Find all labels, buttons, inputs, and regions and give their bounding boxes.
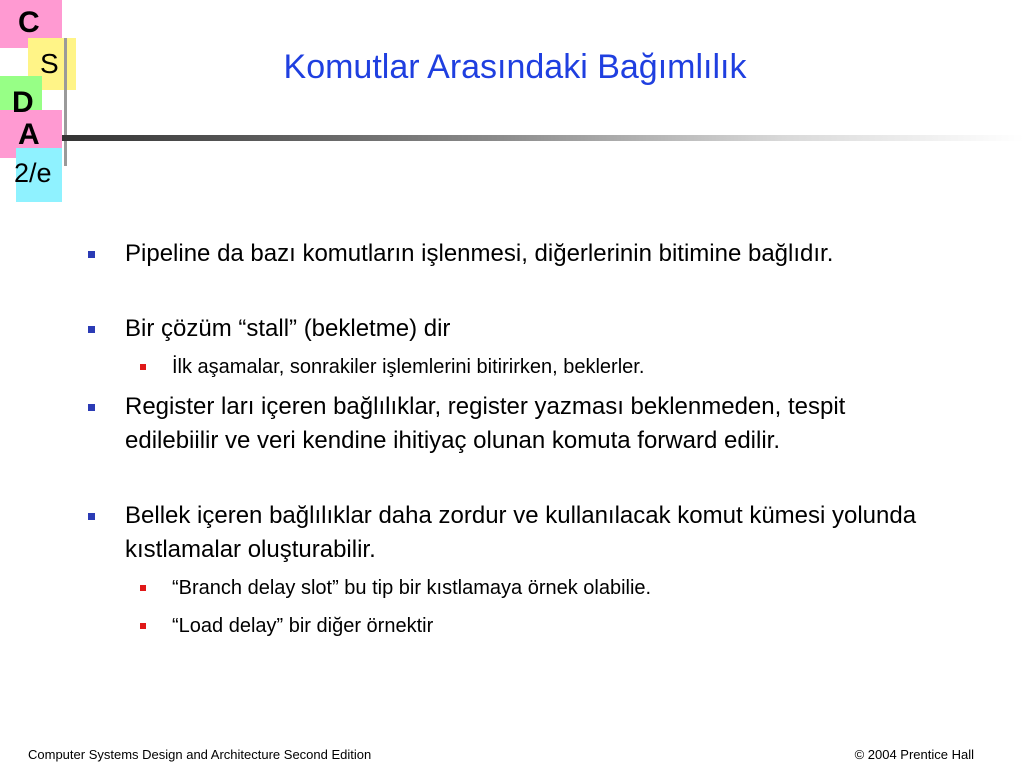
footer-copyright: © 2004 Prentice Hall [854, 747, 974, 762]
logo-letter-c: C [18, 6, 40, 39]
sub-bullet-item: “Load delay” bir diğer örnektir [172, 612, 932, 640]
sub-bullet-item: İlk aşamalar, sonrakiler işlemlerini bitirirken, beklerler. [172, 353, 932, 381]
logo-letter-s: S [40, 48, 59, 79]
footer-book-title: Computer Systems Design and Architecture Second Edition [28, 747, 372, 762]
bullet-item: Bir çözüm “stall” (bekletme) dir [125, 312, 925, 346]
logo-edition: 2/e [14, 158, 52, 188]
logo-letter-d: D [12, 86, 34, 119]
bullet-item: Pipeline da bazı komutların işlenmesi, diğerlerinin bitimine bağlıdır. [125, 237, 925, 271]
bullet-item: Register ları içeren bağlılıklar, register yazması beklenmeden, tespit edilebiilir ve veri kendine ihitiyaç olunan komuta forward edilir. [125, 390, 925, 458]
bullet-item: Bellek içeren bağlılıklar daha zordur ve kullanılacak komut kümesi yolunda kıstlamalar oluşturabilir. [125, 499, 925, 567]
logo-letter-a: A [18, 118, 40, 151]
slide-title: Komutlar Arasındaki Bağımlılık [283, 48, 747, 86]
sub-bullet-item: “Branch delay slot” bu tip bir kıstlamaya örnek olabilie. [172, 574, 932, 602]
